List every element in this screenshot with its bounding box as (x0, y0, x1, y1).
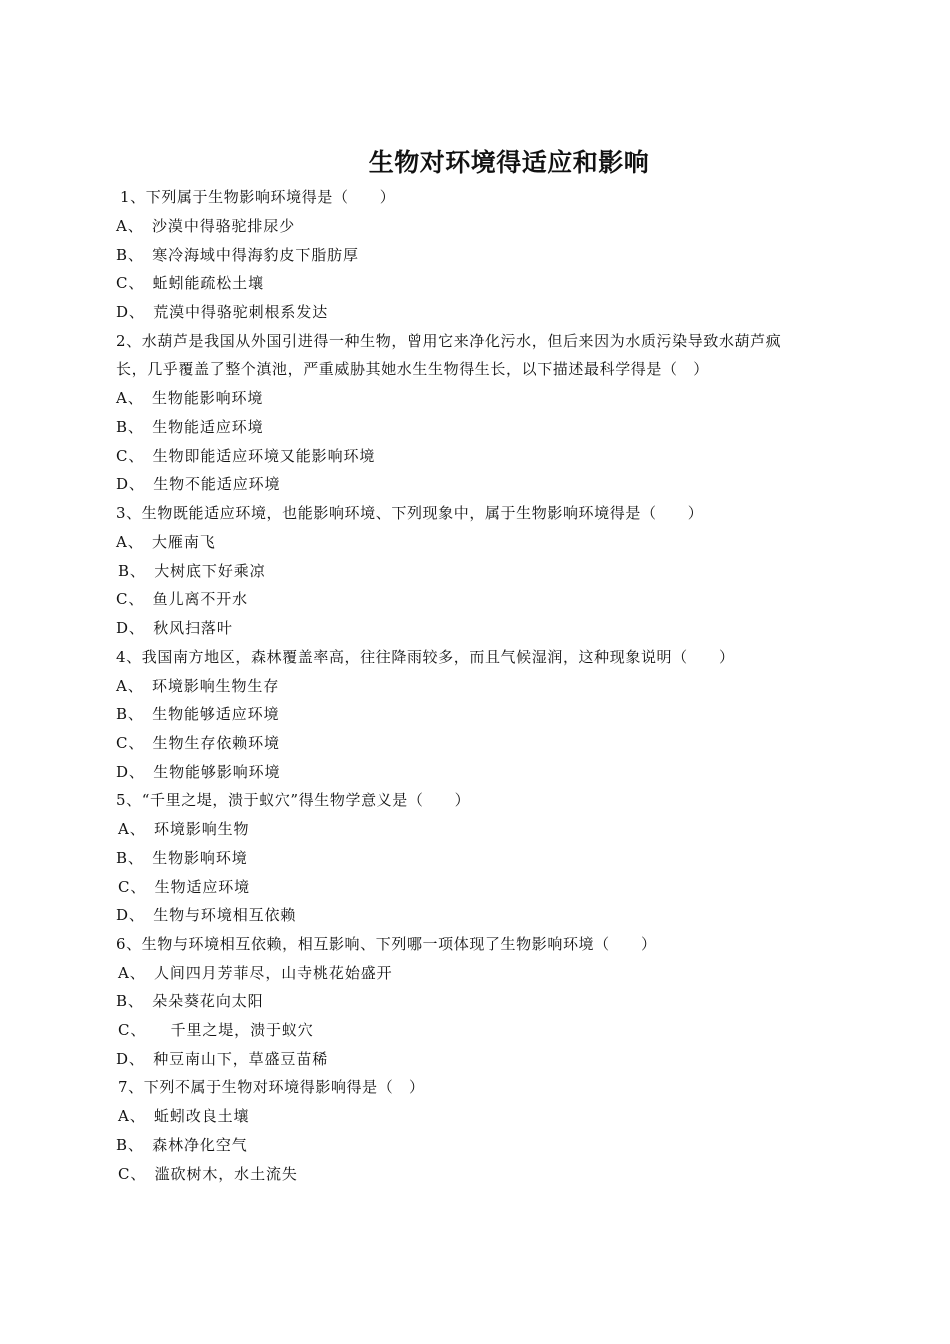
question-1: 1、下列属于生物影响环境得是（ ） (120, 188, 396, 206)
question-5-option-d: D、 生物与环境相互依赖 (116, 906, 297, 924)
question-7: 7、下列不属于生物对环境得影响得是（ ） (118, 1078, 425, 1096)
question-1-option-c: C、 蚯蚓能疏松土壤 (116, 274, 264, 292)
question-3: 3、生物既能适应环境，也能影响环境、下列现象中，属于生物影响环境得是（ ） (116, 504, 704, 522)
question-2-option-b: B、 生物能适应环境 (116, 418, 264, 436)
question-3-option-b: B、 大树底下好乘凉 (118, 562, 266, 580)
question-6-option-d: D、 种豆南山下，草盛豆苗稀 (116, 1050, 329, 1068)
question-4-option-a: A、 环境影响生物生存 (116, 677, 280, 695)
question-5-option-c: C、 生物适应环境 (118, 878, 251, 896)
question-2-option-d: D、 生物不能适应环境 (116, 475, 281, 493)
question-3-option-d: D、 秋风扫落叶 (116, 619, 233, 637)
question-3-option-a: A、 大雁南飞 (116, 533, 216, 551)
question-6: 6、生物与环境相互依赖，相互影响、下列哪一项体现了生物影响环境（ ） (116, 935, 657, 953)
question-5-option-a: A、 环境影响生物 (118, 820, 250, 838)
question-5: 5、“千里之堤，溃于蚁穴”得生物学意义是（ ） (116, 791, 471, 809)
question-4-option-d: D、 生物能够影响环境 (116, 763, 281, 781)
question-1-option-a: A、 沙漠中得骆驼排尿少 (116, 217, 296, 235)
page-title: 生物对环境得适应和影响 (368, 148, 650, 177)
question-4-option-b: B、 生物能够适应环境 (116, 705, 280, 723)
question-2-option-c: C、 生物即能适应环境又能影响环境 (116, 447, 376, 465)
question-6-option-c: C、 千里之堤，溃于蚁穴 (118, 1021, 314, 1039)
question-2: 2、水葫芦是我国从外国引进得一种生物，曾用它来净化污水，但后来因为水质污染导致水葫芦疯 (116, 332, 782, 350)
question-6-option-b: B、 朵朵葵花向太阳 (116, 992, 264, 1010)
question-4-option-c: C、 生物生存依赖环境 (116, 734, 280, 752)
question-3-option-c: C、 鱼儿离不开水 (116, 590, 249, 608)
question-2-continued: 长，几乎覆盖了整个滇池，严重威胁其她水生生物得生长，以下描述最科学得是（ ） (116, 360, 709, 378)
question-2-option-a: A、 生物能影响环境 (116, 389, 264, 407)
question-7-option-c: C、 滥砍树木，水土流失 (118, 1165, 298, 1183)
question-1-option-b: B、 寒冷海域中得海豹皮下脂肪厚 (116, 246, 359, 264)
question-6-option-a: A、 人间四月芳菲尽，山寺桃花始盛开 (118, 964, 393, 982)
question-7-option-b: B、 森林净化空气 (116, 1136, 248, 1154)
question-4: 4、我国南方地区，森林覆盖率高，往往降雨较多，而且气候湿润，这种现象说明（ ） (116, 648, 735, 666)
question-1-option-d: D、 荒漠中得骆驼刺根系发达 (116, 303, 329, 321)
question-5-option-b: B、 生物影响环境 (116, 849, 248, 867)
question-7-option-a: A、 蚯蚓改良土壤 (118, 1107, 250, 1125)
